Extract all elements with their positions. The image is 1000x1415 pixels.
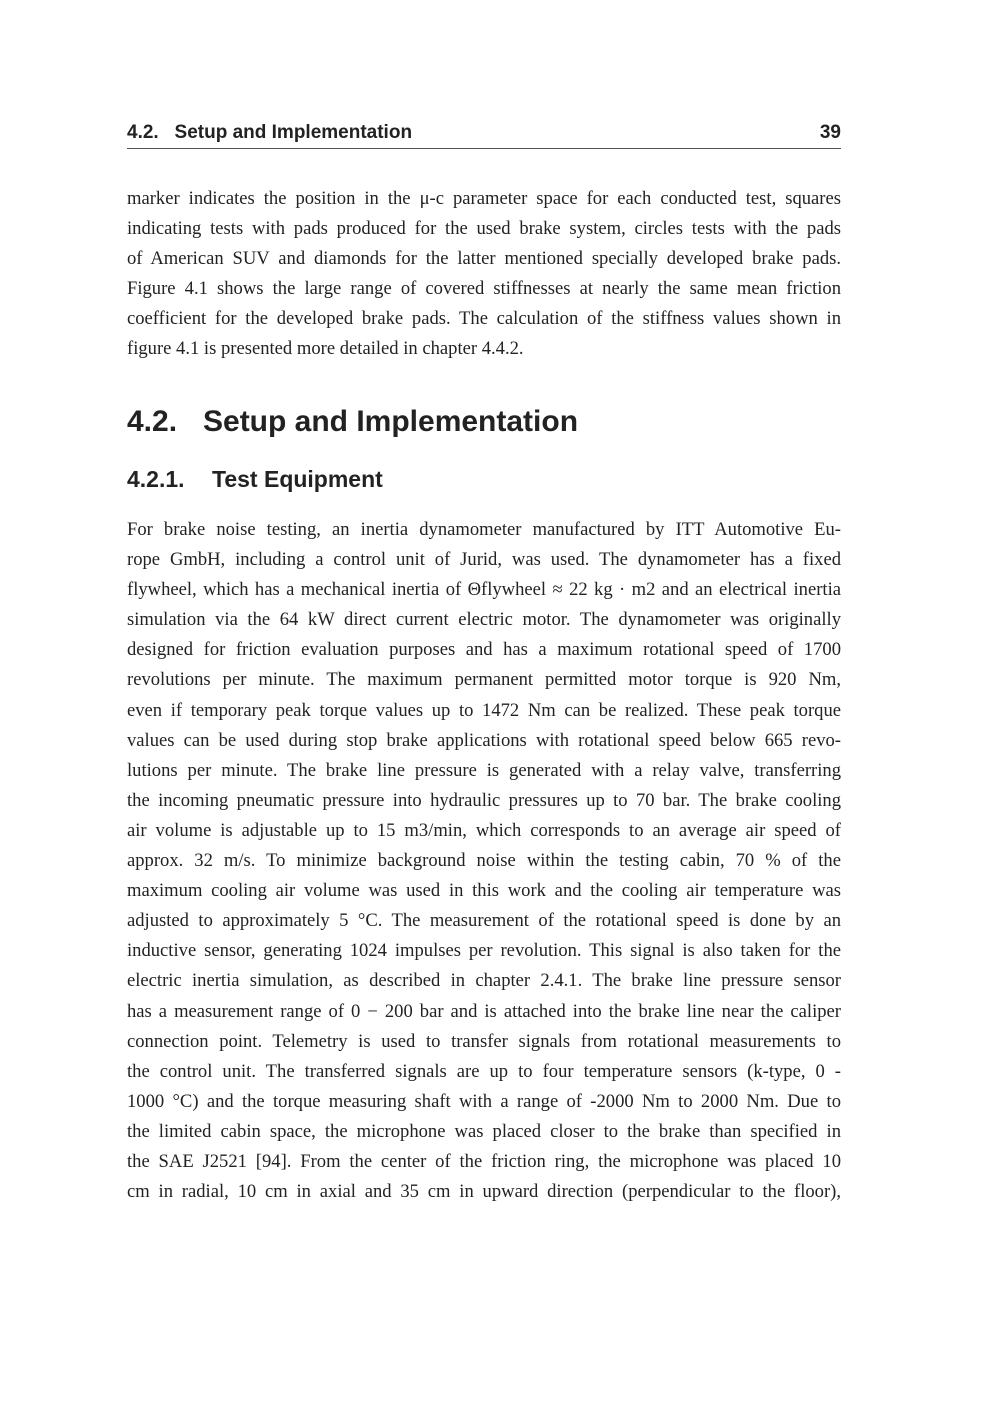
text-line: simulation via the 64 kW direct current electric motor. The dynamometer was originally bbox=[127, 609, 841, 631]
text-line: designed for friction evaluation purposes and has a maximum rotational speed of 1700 bbox=[127, 639, 841, 661]
text-line: has a measurement range of 0 − 200 bar and is attached into the brake line near the caliper bbox=[127, 1000, 841, 1022]
text-line: maximum cooling air volume was used in this work and the cooling air temperature was bbox=[127, 880, 841, 902]
text-line: adjusted to approximately 5 °C. The measurement of the rotational speed is done by an bbox=[127, 910, 841, 932]
text-line: the limited cabin space, the microphone was placed closer to the brake than specified in bbox=[127, 1120, 841, 1142]
text-line: 1000 °C) and the torque measuring shaft with a range of -2000 Nm to 2000 Nm. Due to bbox=[127, 1090, 841, 1112]
text-line: electric inertia simulation, as described in chapter 2.4.1. The brake line pressure sensor bbox=[127, 970, 841, 992]
text-line: coefficient for the developed brake pads. The calculation of the stiffness values shown in bbox=[127, 308, 841, 330]
text-line: revolutions per minute. The maximum permanent permitted motor torque is 920 Nm, bbox=[127, 669, 841, 691]
text-line: inductive sensor, generating 1024 impulses per revolution. This signal is also taken for the bbox=[127, 940, 841, 962]
text-line: air volume is adjustable up to 15 m3/min, which corresponds to an average air speed of bbox=[127, 819, 841, 841]
text-line: For brake noise testing, an inertia dynamometer manufactured by ITT Automotive Eu- bbox=[127, 519, 841, 540]
text-line: approx. 32 m/s. To minimize background noise within the testing cabin, 70 % of the bbox=[127, 850, 841, 872]
subsection-title: Test Equipment bbox=[212, 466, 383, 492]
text-line: flywheel, which has a mechanical inertia of Θflywheel ≈ 22 kg · m2 and an electrical inertia bbox=[127, 579, 841, 601]
section-number: 4.2. bbox=[127, 405, 178, 438]
page-number: 39 bbox=[819, 122, 841, 143]
running-header bbox=[127, 121, 841, 149]
text-line: lutions per minute. The brake line pressure is generated with a relay valve, transferring bbox=[127, 759, 841, 781]
text-line: marker indicates the position in the μ-c parameter space for each conducted test, squares bbox=[127, 188, 841, 209]
text-line: cm in radial, 10 cm in axial and 35 cm in upward direction (perpendicular to the floor), bbox=[127, 1181, 841, 1203]
section-title: Setup and Implementation bbox=[203, 405, 579, 438]
text-line: connection point. Telemetry is used to transfer signals from rotational measurements to bbox=[127, 1030, 841, 1052]
text-line: values can be used during stop brake applications with rotational speed below 665 revo- bbox=[127, 729, 841, 751]
text-line: even if temporary peak torque values up to 1472 Nm can be realized. These peak torque bbox=[127, 699, 841, 721]
text-line: the control unit. The transferred signals are up to four temperature sensors (k-type, 0 - bbox=[127, 1060, 841, 1082]
text-line: figure 4.1 is presented more detailed in chapter 4.4.2. bbox=[127, 338, 524, 360]
intro-paragraph bbox=[127, 184, 841, 365]
text-line: Figure 4.1 shows the large range of covered stiffnesses at nearly the same mean friction bbox=[127, 278, 841, 300]
text-line: the SAE J2521 [94]. From the center of the friction ring, the microphone was placed 10 bbox=[127, 1150, 841, 1172]
text-line: the incoming pneumatic pressure into hydraulic pressures up to 70 bar. The brake cooling bbox=[127, 789, 841, 811]
subsection-heading bbox=[127, 466, 383, 493]
test-equipment-paragraph bbox=[127, 515, 841, 1207]
text-line: of American SUV and diamonds for the latter mentioned specially developed brake pads. bbox=[127, 248, 841, 270]
subsection-number: 4.2.1. bbox=[127, 466, 185, 492]
running-header-title: 4.2. Setup and Implementation bbox=[127, 122, 413, 143]
section-heading bbox=[127, 405, 578, 439]
text-line: rope GmbH, including a control unit of Jurid, was used. The dynamometer has a fixed bbox=[127, 549, 841, 571]
text-line: indicating tests with pads produced for the used brake system, circles tests with the pads bbox=[127, 218, 841, 240]
